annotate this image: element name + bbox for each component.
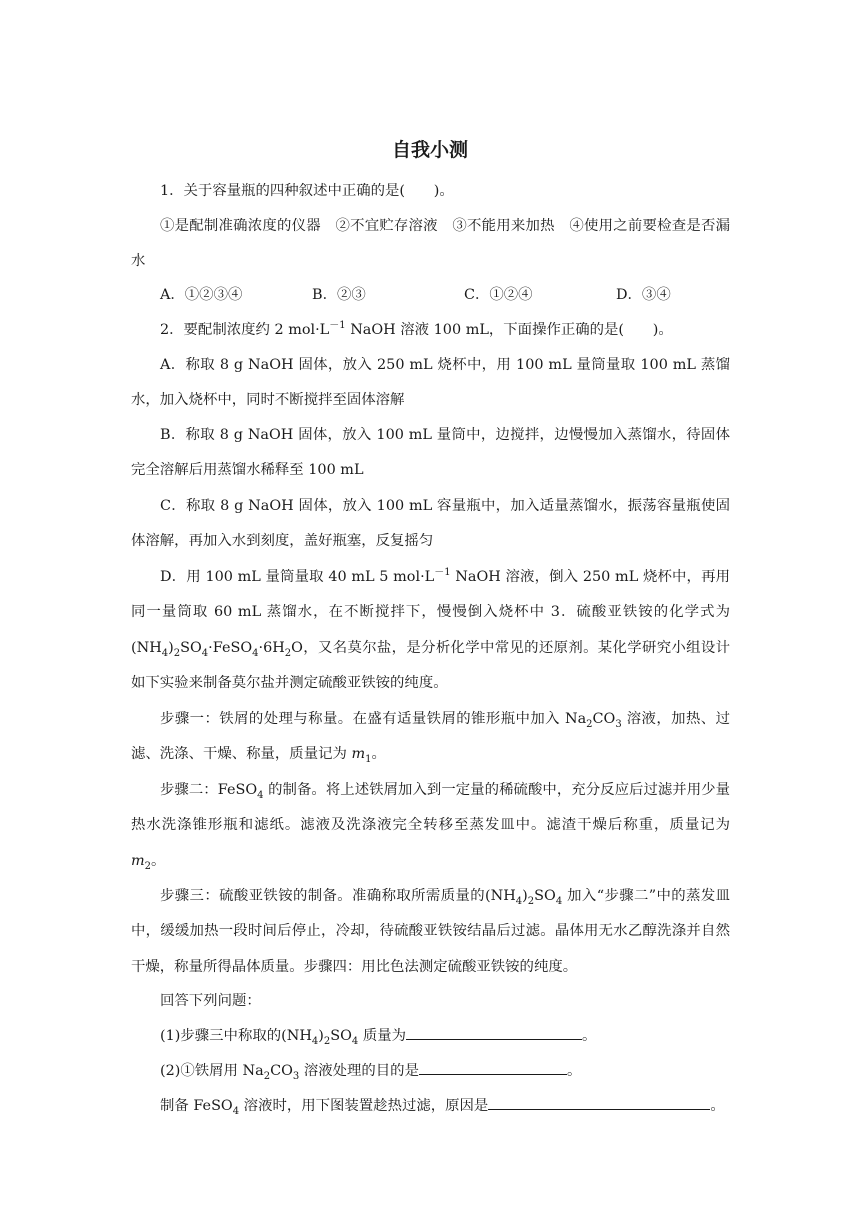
q2-option-a: A．称取 8 g NaOH 固体，放入 250 mL 烧杯中，用 100 mL 量筒量取 100 mL 蒸馏水，加入烧杯中，同时不断搅拌至固体溶解 bbox=[131, 357, 730, 409]
step2-paragraph: 步骤二：FeSO$_4$ 的制备。将上述铁屑加入到一定量的稀硫酸中，充分反应后过滤并用少量热水洗涤锥形瓶和滤纸。滤液及洗涤液完全转移至蒸发皿中。滤渣干燥后称重，质量记为 $m_2$。 bbox=[131, 782, 731, 872]
step3-paragraph: 步骤三：硫酸亚铁铵的制备。准确称取所需质量的$(NH_4)_2SO_4$ 加入“步骤二”中的蒸发皿中，缓缓加热一段时间后停止，冷却，待硫酸亚铁铵结晶后过滤。晶体用无水乙醇洗涤并自然干燥，称量所得晶体质量。步骤四：用比色法测定硫酸亚铁铵的纯度。 bbox=[131, 888, 730, 975]
page-title: 自我小测 bbox=[391, 139, 468, 161]
question-2-part: 制备 FeSO$_4$ 溶液时，用下图装置趁热过滤，原因是 。 bbox=[131, 1089, 730, 1124]
q2-option-d: D．用 100 mL 量筒量取 40 mL 5 $mol\cdot L^{-1}$ NaOH 溶液，倒入 250 mL 烧杯中，再用同一量筒取 60 mL 蒸馏水，在不断搅拌下，慢慢倒入烧杯中 3．硫酸亚铁铵的化学式为$(NH_4)_2SO_4\cdot FeSO_4\cdot 6H_2O$，又名莫尔盐，是分析化学中常见的还原剂。某化学研究小组设计如下实验来制备莫尔盐并测定硫酸亚铁铵的纯度。 bbox=[131, 567, 730, 692]
q1-option-c: C．①②④ bbox=[464, 287, 533, 303]
q1-stem: 1．关于容量瓶的四种叙述中正确的是( )。 bbox=[160, 183, 454, 199]
q1-option-d: D．③④ bbox=[616, 287, 671, 303]
step1-paragraph: 步骤一：铁屑的处理与称量。在盛有适量铁屑的锥形瓶中加入 $Na_2CO_3$ 溶液，加热、过滤、洗涤、干燥、称量，质量记为 $m_1$。 bbox=[131, 711, 731, 766]
question-1: (1)步骤三中称取的$(NH_4)_2SO_4$ 质量为 。 bbox=[131, 1019, 730, 1054]
answer-blank-3[interactable] bbox=[488, 1091, 710, 1110]
answer-blank-1[interactable] bbox=[406, 1021, 582, 1040]
q1-option-a: A．①②③④ bbox=[160, 287, 243, 303]
q2-stem: 2．要配制浓度约 2 $mol\cdot L^{-1}$ NaOH 溶液 100 mL，下面操作正确的是( )。 bbox=[160, 320, 673, 338]
answer-blank-2[interactable] bbox=[419, 1056, 567, 1075]
q2-option-c: C．称取 8 g NaOH 固体，放入 100 mL 容量瓶中，加入适量蒸馏水，振荡容量瓶使固体溶解，再加入水到刻度，盖好瓶塞，反复摇匀 bbox=[131, 498, 730, 550]
question-2: (2)①铁屑用 $Na_2CO_3$ 溶液处理的目的是 。 bbox=[131, 1054, 730, 1089]
q1-option-b: B．②③ bbox=[312, 287, 366, 303]
answer-intro: 回答下列问题： bbox=[160, 993, 261, 1009]
q1-options bbox=[160, 278, 730, 313]
q2-option-b: B．称取 8 g NaOH 固体，放入 100 mL 量筒中，边搅拌，边慢慢加入蒸馏水，待固体完全溶解后用蒸馏水稀释至 100 mL bbox=[131, 427, 730, 479]
q1-statements: ①是配制准确浓度的仪器 ②不宜贮存溶液 ③不能用来加热 ④使用之前要检查是否漏水 bbox=[131, 218, 730, 270]
